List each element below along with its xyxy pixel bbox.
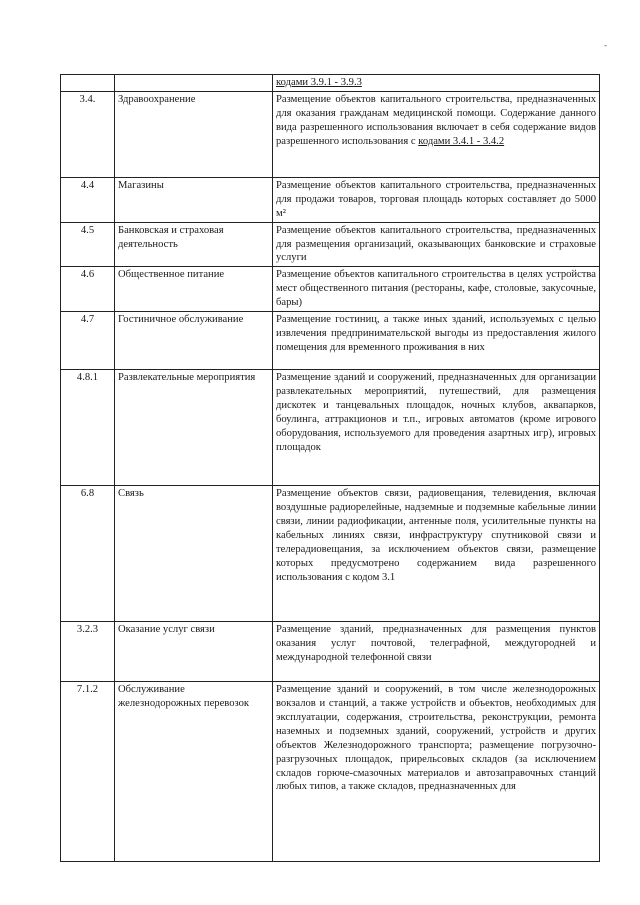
table-row	[61, 682, 600, 862]
row-description	[273, 682, 600, 862]
row-name	[115, 75, 273, 92]
description-text: Размещение объектов капитального строительства, предназначенных для размещения организаций, оказывающих банковские и страховые услуги	[276, 224, 596, 264]
row-code: 6.8	[61, 486, 115, 622]
row-code	[61, 75, 115, 92]
table-row	[61, 91, 600, 177]
row-description	[273, 267, 600, 312]
row-code: 4.8.1	[61, 370, 115, 486]
row-name: Здравоохранение	[115, 91, 273, 177]
description-text: Размещение объектов связи, радиовещания, телевидения, включая воздушные радиорелейные, надземные и подземные кабельные линии связи, линии радиофикации, антенные поля, усилительные пункты на кабельных линиях связи, инфраструктуру спутниковой связи и телерадиовещания, за исключением объектов связи, размещение которых предусмотрено содержанием вида разрешенного использования с кодом 3.1	[276, 488, 596, 583]
description-text: Размещение гостиниц, а также иных зданий, используемых с целью извлечения предпринимательской выгоды из предоставления жилого помещения для временного проживания в них	[276, 314, 596, 353]
row-name: Обслуживание железнодорожных перевозок	[115, 682, 273, 862]
row-code: 3.2.3	[61, 622, 115, 682]
row-description	[273, 370, 600, 486]
table-row	[61, 75, 600, 92]
row-name: Общественное питание	[115, 267, 273, 312]
row-name: Развлекательные мероприятия	[115, 370, 273, 486]
row-code: 3.4.	[61, 91, 115, 177]
description-text: Размещение объектов капитального строительства, предназначенных для продажи товаров, торговая площадь которых составляет до 5000 м²	[276, 179, 596, 219]
table-row	[61, 222, 600, 267]
row-name: Магазины	[115, 177, 273, 222]
margin-mark: -	[604, 40, 607, 50]
table-row	[61, 622, 600, 682]
row-code: 7.1.2	[61, 682, 115, 862]
table-row	[61, 370, 600, 486]
description-link[interactable]: кодами 3.9.1 - 3.9.3	[276, 77, 362, 88]
land-use-table	[60, 74, 600, 862]
row-description	[273, 312, 600, 370]
description-link[interactable]: кодами 3.4.1 - 3.4.2	[418, 135, 505, 147]
table-row	[61, 486, 600, 622]
row-name: Банковская и страховая деятельность	[115, 222, 273, 267]
row-code: 4.7	[61, 312, 115, 370]
description-text: Размещение зданий и сооружений, предназначенных для организации развлекательных мероприятий, путешествий, для размещения дискотек и танцевальных площадок, ночных клубов, аквапарков, боулинга, аттракционов и т.п., игровых автоматов (кроме игрового оборудования, используемого для проведения азартных игр), игровых площадок	[276, 372, 596, 453]
row-code: 4.6	[61, 267, 115, 312]
row-name: Гостиничное обслуживание	[115, 312, 273, 370]
row-description	[273, 91, 600, 177]
row-description	[273, 177, 600, 222]
description-text: Размещение объектов капитального строительства, предназначенных для оказания гражданам медицинской помощи. Содержание данного вида разрешенного использования включает в себя содержание видов разрешенного использования с	[276, 93, 596, 147]
row-code: 4.5	[61, 222, 115, 267]
row-name: Оказание услуг связи	[115, 622, 273, 682]
description-text: Размещение зданий и сооружений, в том числе железнодорожных вокзалов и станций, а также устройств и объектов, необходимых для эксплуатации, содержания, строительства, реконструкции, ремонта наземных и подземных зданий, сооружений, устройств и других объектов Железнодорожного транспорта; размещение погрузочно-разгрузочных площадок, прирельсовых складов (за исключением складов горюче-смазочных материалов и автозаправочных станций любых типов, а также складов, предназначенных для	[276, 684, 596, 793]
row-code: 4.4	[61, 177, 115, 222]
row-description	[273, 486, 600, 622]
row-description	[273, 622, 600, 682]
row-name: Связь	[115, 486, 273, 622]
description-text: Размещение зданий, предназначенных для размещения пунктов оказания услуг почтовой, телеграфной, междугородней и международной телефонной связи	[276, 624, 596, 663]
table-row	[61, 177, 600, 222]
table-row	[61, 267, 600, 312]
row-description	[273, 75, 600, 92]
description-text: Размещение объектов капитального строительства в целях устройства мест общественного питания (рестораны, кафе, столовые, закусочные, бары)	[276, 269, 596, 309]
row-description	[273, 222, 600, 267]
table-row	[61, 312, 600, 370]
